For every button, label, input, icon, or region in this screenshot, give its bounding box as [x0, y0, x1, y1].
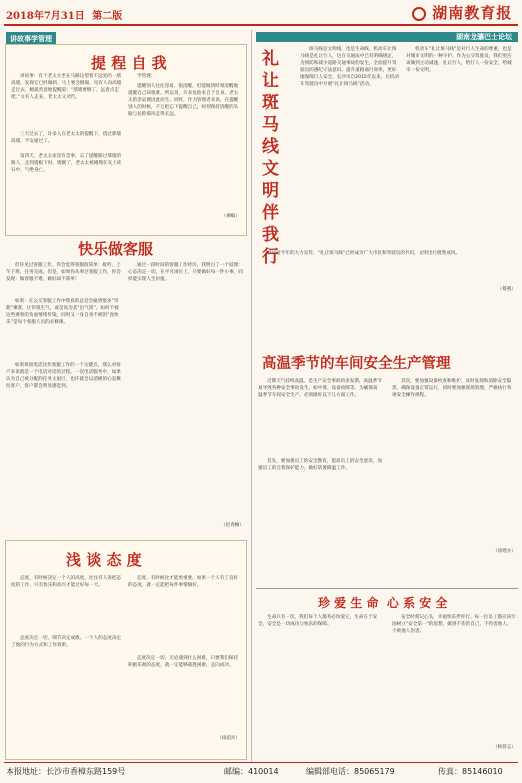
attitude-para: 态度，有时候比才能更重要。如果一个人有了良好的态度，就一定能把每件事情做好。: [128, 576, 239, 589]
happy-para: 如果将接电话比作客服工作的一个关键点，那么对客户来说就是一个电话对话的过程。一次电话服务中，如果认为自己被分配的任务太艰巨，也许就会以消极的心态敷衍客户，客户都会明显感觉到。: [6, 363, 121, 390]
attitude-sign: （徐超兵）: [217, 736, 240, 741]
story-para: 讲故事：有个老太太坐在马路边望着不远处的一堵高墙，发现它已经倾斜，马上要会倒塌，见有人向高墙走过去，她就善意地提醒道：“那墙要倒了，远着点走吧。”文有人走来，老太太又劝告。: [11, 74, 122, 101]
attitude-title: 浅 谈 态 度: [66, 551, 142, 569]
date-text: 2018年7月31日: [6, 11, 85, 22]
happy-para: 如果：在公交客服工作中我真的总是会碰到很多“奇葩”乘客，让你很生气，或是说为其“出气筒”。如何不被这些乘客的负面情绪传染，同时又一身自身不被的“真快乐”是每个客服人员的必修课。: [6, 299, 119, 326]
story-para: 三天过去了，许多人在老太太的提醒下，绕过那墙高墙，平安通过了。: [11, 132, 122, 145]
column-col-3: [258, 250, 516, 292]
column-divider: [251, 30, 252, 762]
footer-address: 本报地址：长沙市香樟东路159号: [6, 767, 126, 776]
masthead: [412, 2, 512, 23]
column-para: 经过近半年的大力宣传，“礼让斑马线”已经成为广大市民和驾驶员的共识，文明出行蔚然成风。: [267, 251, 461, 256]
story-sign: （摘编）: [221, 214, 240, 219]
story-para: 提醒别人往往容易，很清醒，但能做到时刻清醒地提醒自己却很难。所以说，许多危险来自于自身。老太太的悲哀便因此而生。同样，作为管理者来说，在提醒别人的时候，不万把忘下提醒自己，时刻保持清醒的头脑与危险那块走得长远。: [128, 84, 239, 118]
happy-para: 通过一段时间的客服工作经历，我明白了一个道理：心态决定一切。在平凡岗位上，只要做好每一件小事，同样能实现人生价值。: [128, 263, 243, 283]
column-col-2: [406, 46, 516, 246]
left-banner: 讲故事学管理: [6, 32, 56, 46]
issue-date: [6, 7, 122, 22]
safety-col-2: [392, 378, 516, 554]
attitude-para: 态度决定一切。无论遇到什么困难，只要我们保持积极乐观的态度，就一定能够战胜困难，走向成功。: [128, 656, 239, 669]
vertical-title: 礼让斑马线 文明伴我行: [262, 49, 279, 267]
story-para: 第四天，老太太家里有急事，忘了提醒路过那墙的路人，走到墙根下时，墙倒了，老太太被掩埋在灰土砖石中，气绝身亡。: [11, 154, 122, 174]
footer-phone: 编辑部电话：85065179: [306, 767, 395, 776]
footer: [6, 766, 518, 777]
story-body-right: [128, 73, 240, 219]
cherish-para: 安全时刻记心头，幸福快乐伴你行。每一位员工都应该牢固树立“安全第一”的思想，做到不伤害自己、不伤害他人、不被他人伤害。: [392, 615, 516, 635]
newspaper-logo-icon: [412, 7, 426, 21]
safety-sign: （徐建兵）: [493, 549, 516, 554]
story-title: 提 程 自 我: [91, 54, 167, 72]
happy-sign: （赵春楠）: [221, 523, 244, 528]
column-sign: （蔡燕）: [497, 287, 516, 292]
cherish-para: 生命只有一次，我们每个人都务必珍爱它，生命在于安全，安全是一切成功与快乐的保障。: [258, 615, 378, 628]
footer-postcode: 邮编：410014: [224, 767, 279, 776]
safety-title: 高温季节的车间安全生产管理: [262, 355, 451, 372]
safety-para: 近期天气持续高温，是生产安全事故的多发期，高温季节易导致各种安全事故发生，如中暑、设备故障等。为确保高温季节车间安全生产，必须做好以下几方面工作。: [258, 379, 382, 399]
attitude-para: 态度决定一切，细节决定成败。一个人的态度决定了他的行为方式和工作效果。: [11, 636, 122, 649]
safety-para: 首先，要加强员工的安全教育，提高员工的安全意识，加强员工的自我保护能力，做好防暑降温工作。: [258, 459, 382, 472]
right-banner-bar: [256, 32, 518, 42]
cherish-col-1: [258, 614, 382, 754]
footer-rule: [4, 762, 518, 763]
column-para: 机动车“礼让斑马线”是对行人生命的尊重，也是对城市文明的一种守护。作为公交驾驶员，我们更应该做到主动减速，礼让行人，给行人一份安全，给城市一份文明。: [406, 47, 512, 74]
section-divider: [256, 588, 518, 589]
column-para: 斑马线是文明线，也是生命线。机动车让斑马线是礼让行人，这在交通法中已有明确规定，为预防和减少道路交通事故的发生，全面提升驾驶员的遵纪守法意识，提升道路通行效率，更好地保障行人安全，长沙市自2015年以来，在机动车驾驶员中开展“礼让斑马线”活动。: [300, 47, 399, 88]
right-banner-text: 湖南龙骧巴士论坛: [456, 33, 512, 41]
story-para: 学管理：: [137, 74, 156, 79]
happy-col-2: [128, 262, 244, 528]
masthead-text: 湖南教育报: [432, 4, 513, 22]
story-body-left: [11, 73, 123, 227]
attitude-col-2: [128, 575, 240, 741]
safety-col-1: [258, 378, 382, 558]
happy-para: 但你见过客服工作，你会觉得客服很简单：接听、上午下班、任务完成。但是，如果你从事过客服工作，你会发现：做客服不难，做好却不简单！: [6, 263, 121, 283]
happy-title: 快乐做客服: [78, 240, 154, 258]
story-box: [5, 44, 247, 236]
header-rule: [4, 24, 518, 26]
edition-text: 第二版: [92, 11, 123, 22]
cherish-col-2: [392, 614, 516, 750]
attitude-col-1: [11, 575, 123, 745]
attitude-box: [5, 540, 247, 760]
cherish-sign: （杨曾志）: [493, 745, 516, 750]
cherish-title: 珍 爱 生 命 心 系 安 全: [318, 596, 448, 610]
column-col-1: [300, 46, 400, 186]
attitude-para: 态度，有时候决定一个人的高度，往往有人说把态度的工作，只有快乐和高兴才能过好每一天。: [11, 576, 122, 589]
footer-fax: 传真：85146010: [438, 767, 503, 776]
happy-col-1: [6, 262, 122, 532]
safety-para: 其次，要加强设备检查和维护，及时发现和消除安全隐患，确保设备正常运行，同时要加强现场管理，严格执行各项安全操作规程。: [392, 379, 512, 399]
